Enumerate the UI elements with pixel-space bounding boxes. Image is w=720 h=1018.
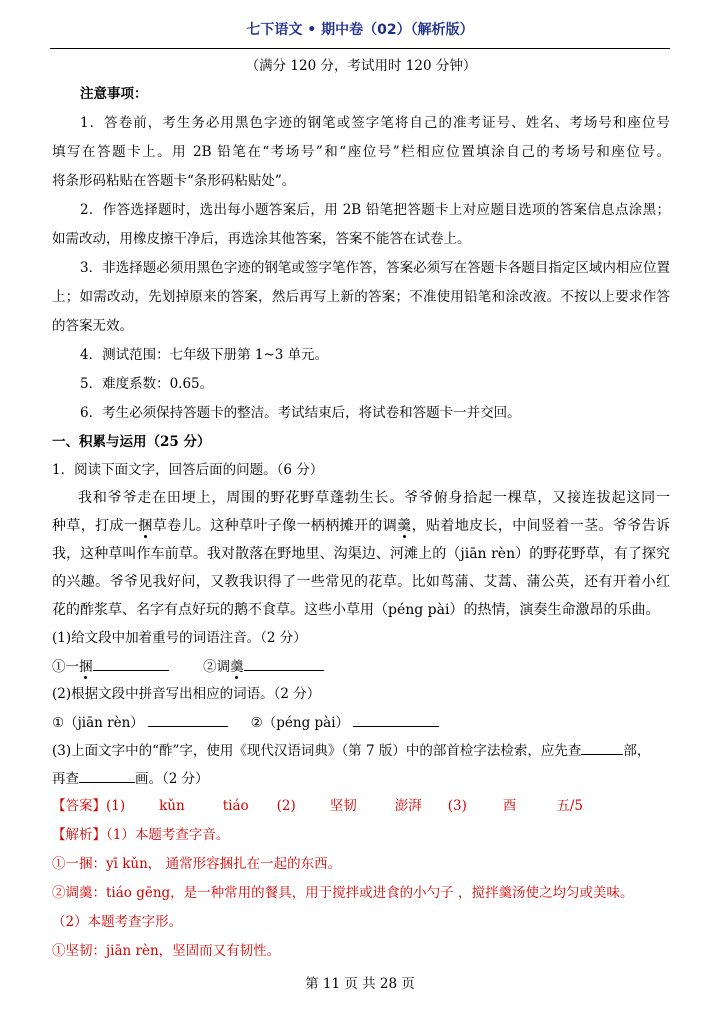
sub3-text: 画。（2 分） bbox=[135, 771, 209, 787]
passage-line-2 bbox=[52, 516, 670, 536]
sub2-stem: (2)根据文段中拼音写出相应的词语。（2 分） bbox=[52, 686, 321, 702]
notice-item-5: 5．难度系数：0.65。 bbox=[80, 376, 214, 392]
passage-text: 草卷儿。这种草叶子像一柄柄摊开的调 bbox=[152, 518, 398, 534]
exam-info: （满分 120 分，考试用时 120 分钟） bbox=[245, 58, 477, 74]
passage-line-1: 我和爷爷走在田埂上，周围的野花野草蓬勃生长。爷爷俯身拾起一棵草，又接连拔起这同一 bbox=[78, 490, 670, 506]
sub2-a-label: ①（jiān rèn） bbox=[52, 715, 144, 731]
sub3-line-2 bbox=[52, 768, 670, 789]
sub1-a-dot-char: 捆 bbox=[79, 659, 93, 675]
notice-item-6: 6．考生必须保持答题卡的整洁。考试结束后，将试卷和答题卡一并交回。 bbox=[80, 405, 521, 421]
answer-value: 澎湃 bbox=[394, 798, 422, 814]
page-number: 第 11 页 共 28 页 bbox=[305, 976, 415, 992]
notice-item-2-line-2: 如需改动，用橡皮擦干净后，再选涂其他答案，答案不能答在试卷上。 bbox=[52, 231, 471, 247]
notice-item-3-line-1: 3．非选择题必须用黑色字迹的钢笔或签字笔作答，答案必须写在答题卡各题目指定区域内相应位置 bbox=[80, 260, 670, 276]
sub1-blanks bbox=[52, 656, 670, 677]
answer-line bbox=[52, 796, 670, 816]
page-header bbox=[50, 18, 670, 49]
notice-item-1-line-3: 将条形码粘贴在答题卡“条形码粘贴处”。 bbox=[52, 173, 296, 189]
sub1-a-label: ①一 bbox=[52, 659, 79, 675]
notice-item-3-line-2: 上；如需改动，先划掉原来的答案，然后再写上新的答案；不准使用铅笔和涂改液。不按以上要求作答 bbox=[52, 289, 670, 305]
answer-value: (2) bbox=[276, 798, 296, 814]
answer-blank[interactable] bbox=[148, 712, 228, 727]
passage-line-5: 花的酢浆草、名字有点好玩的鹅不食草。这些小草用（péng pài）的热情，演奏生命激昂的乐曲。 bbox=[52, 602, 660, 618]
answer-blank[interactable] bbox=[79, 768, 135, 783]
notice-item-1-line-2: 填写在答题卡上。用 2B 铅笔在“考场号”和“座位号”栏相应位置填涂自己的考场号和座位号。 bbox=[52, 144, 670, 160]
sub2-blanks bbox=[52, 712, 670, 733]
analysis-line-3: ②调羹：tiáo gēng，是一种常用的餐具，用于搅拌或进食的小勺子 ，搅拌羹汤使之均匀或美味。 bbox=[52, 885, 634, 901]
passage-text: ，贴着地皮长，中间竖着一茎。爷爷告诉 bbox=[411, 518, 671, 534]
sub3-text: 部， bbox=[623, 743, 651, 759]
answer-blank[interactable] bbox=[93, 656, 169, 671]
answer-value: 坚韧 bbox=[329, 798, 357, 814]
notice-item-1-line-1: 1．答卷前，考生务必用黑色字迹的钢笔或签字笔将自己的准考证号、姓名、考场号和座位号 bbox=[80, 115, 670, 131]
answer-blank[interactable] bbox=[353, 712, 439, 727]
answer-value: kǔn bbox=[159, 798, 185, 814]
answer-value: 酉 bbox=[502, 798, 517, 814]
passage-line-4: 的兴趣。爷爷见我好问，又教我识得了一些常见的花草。比如茑蒲、艾蒿、蒲公英，还有开着小红 bbox=[52, 574, 670, 590]
notice-item-2-line-1: 2．作答选择题时，选出每小题答案后，用 2B 铅笔把答题卡上对应题目选项的答案信息点涂黑； bbox=[80, 202, 670, 218]
emphasis-char-kun: 捆 bbox=[138, 518, 153, 534]
notice-item-3-line-3: 的答案无效。 bbox=[52, 318, 133, 334]
analysis-line-1: 【解析】（1）本题考查字音。 bbox=[52, 827, 230, 843]
answer-blank[interactable] bbox=[244, 656, 324, 671]
sub3-text: (3)上面文字中的“酢”字，使用《现代汉语词典》（第 7 版）中的部首检字法检索，应先查 bbox=[52, 743, 582, 759]
q1-stem: 1．阅读下面文字，回答后面的问题。（6 分） bbox=[52, 462, 324, 478]
sub1-b-label: ②调 bbox=[203, 659, 231, 675]
sub3-text: 再查 bbox=[52, 771, 79, 787]
emphasis-char-geng: 羹 bbox=[397, 518, 412, 534]
analysis-line-2: ①一捆：yī kǔn， 通常形容捆扎在一起的东西。 bbox=[52, 856, 342, 872]
passage-text: 种草，打成一 bbox=[52, 518, 139, 534]
sub3-line-1 bbox=[52, 740, 670, 761]
sub1-b-dot-char: 羹 bbox=[230, 659, 244, 675]
sub2-b-label: ②（péng pài） bbox=[250, 715, 350, 731]
answer-value: (3) bbox=[447, 798, 467, 814]
answer-value: 五/5 bbox=[556, 798, 584, 814]
passage-line-3: 我，这种草叫作车前草。我对散落在野地里、沟渠边、河滩上的（jiān rèn）的野花野草，有了探究 bbox=[52, 546, 670, 562]
section-title: 一、积累与运用（25 分） bbox=[52, 434, 211, 450]
notice-heading: 注意事项： bbox=[80, 86, 148, 102]
notice-item-4: 4．测试范围：七年级下册第 1~3 单元。 bbox=[80, 347, 329, 363]
answer-label: 【答案】(1) bbox=[52, 798, 126, 814]
answer-value: tiáo bbox=[222, 798, 249, 814]
sub1-stem: (1)给文段中加着重号的词语注音。（2 分） bbox=[52, 630, 307, 646]
header-title: 七下语文 • 期中卷（02）（解析版） bbox=[246, 22, 474, 38]
answer-blank[interactable] bbox=[581, 740, 623, 755]
analysis-line-5: ①坚韧：jiān rèn，坚固而又有韧性。 bbox=[52, 943, 281, 959]
analysis-line-4: （2）本题考查字形。 bbox=[52, 914, 183, 930]
